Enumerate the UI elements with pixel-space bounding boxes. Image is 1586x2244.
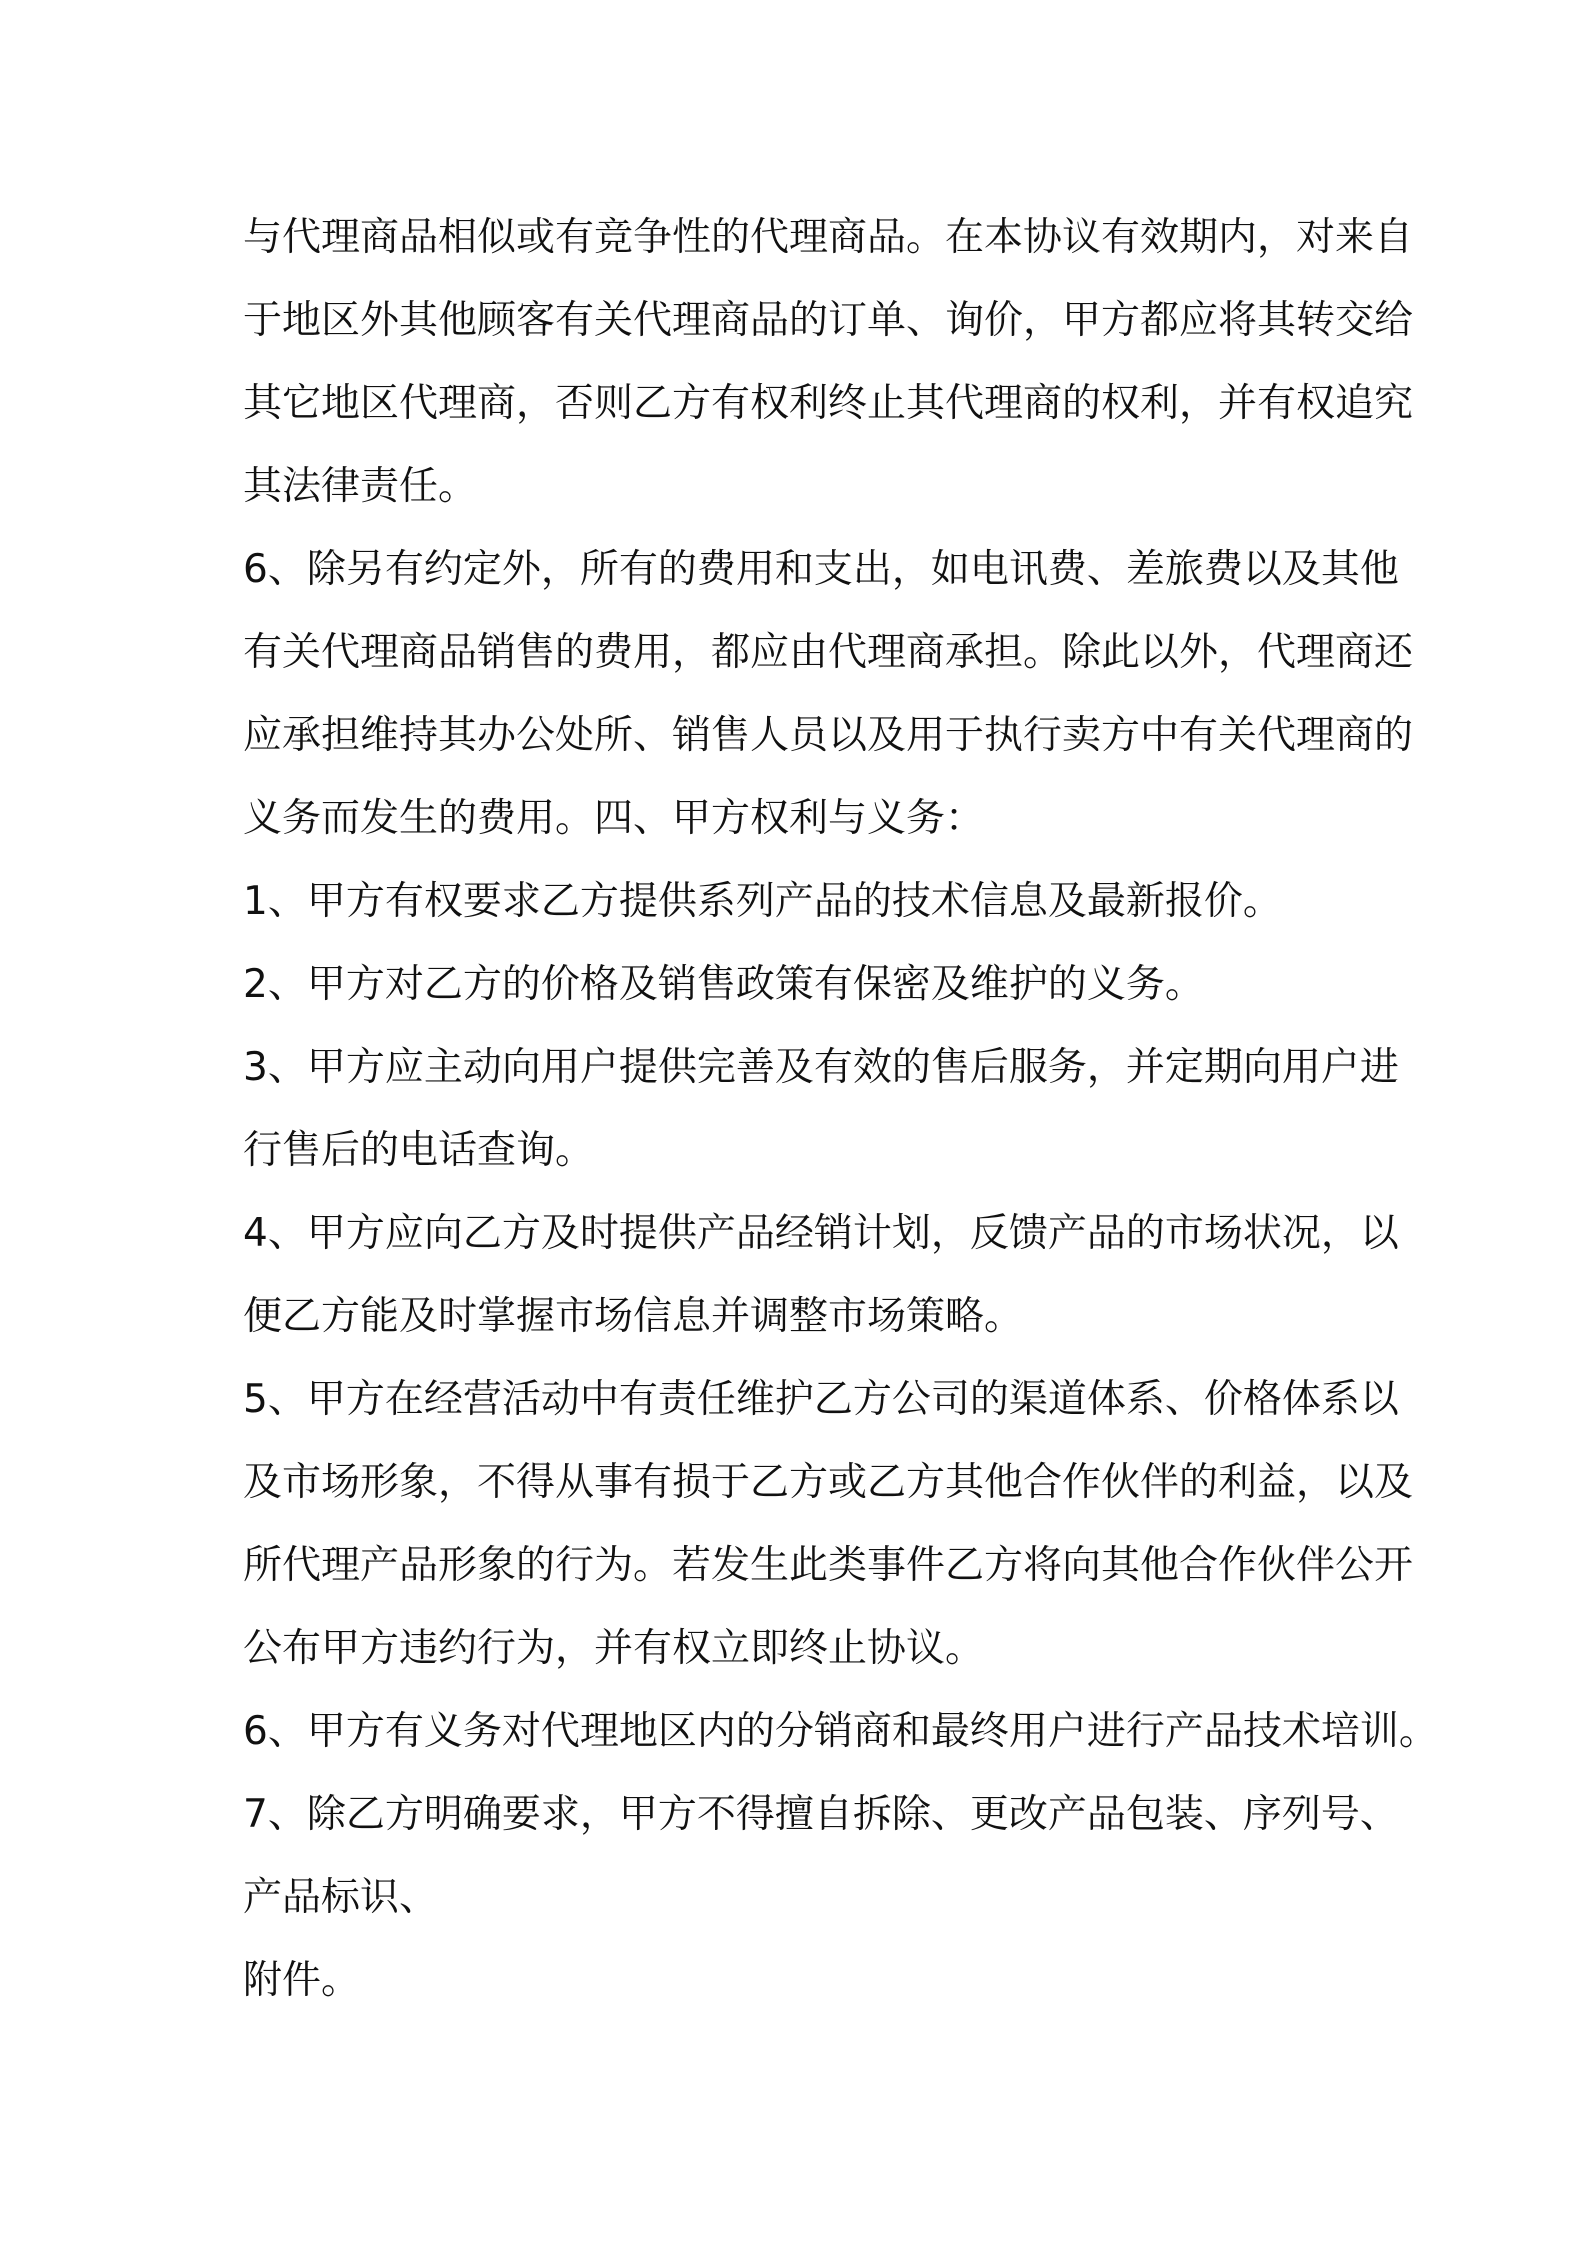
text-line: 及市场形象，不得从事有损于乙方或乙方其他合作伙伴的利益，以及 xyxy=(243,1460,1414,1505)
text-line: 其法律责任。 xyxy=(243,464,478,509)
text-line: 义务而发生的费用。四、甲方权利与义务： xyxy=(243,796,985,841)
text-line: 6、除另有约定外，所有的费用和支出，如电讯费、差旅费以及其他 xyxy=(243,547,1399,592)
text-line: 产品标识、 xyxy=(243,1875,439,1920)
text-line: 5、甲方在经营活动中有责任维护乙方公司的渠道体系、价格体系以 xyxy=(243,1377,1399,1422)
text-line: 7、除乙方明确要求，甲方不得擅自拆除、更改产品包装、序列号、 xyxy=(243,1792,1399,1837)
text-line: 便乙方能及时掌握市场信息并调整市场策略。 xyxy=(243,1294,1024,1339)
text-line: 于地区外其他顾客有关代理商品的订单、询价，甲方都应将其转交给 xyxy=(243,298,1414,343)
text-line: 2、甲方对乙方的价格及销售政策有保密及维护的义务。 xyxy=(243,962,1204,1007)
document-body xyxy=(243,196,1438,2022)
text-line: 公布甲方违约行为，并有权立即终止协议。 xyxy=(243,1626,985,1671)
text-line: 附件。 xyxy=(243,1958,361,2003)
text-line: 3、甲方应主动向用户提供完善及有效的售后服务，并定期向用户进 xyxy=(243,1045,1399,1090)
text-line: 行售后的电话查询。 xyxy=(243,1128,595,1173)
text-line: 有关代理商品销售的费用，都应由代理商承担。除此以外，代理商还 xyxy=(243,630,1414,675)
text-line: 所代理产品形象的行为。若发生此类事件乙方将向其他合作伙伴公开 xyxy=(243,1543,1414,1588)
text-line: 应承担维持其办公处所、销售人员以及用于执行卖方中有关代理商的 xyxy=(243,713,1414,758)
text-line: 与代理商品相似或有竞争性的代理商品。在本协议有效期内，对来自 xyxy=(243,215,1414,260)
text-line: 4、甲方应向乙方及时提供产品经销计划，反馈产品的市场状况，以 xyxy=(243,1211,1399,1256)
text-line: 其它地区代理商，否则乙方有权利终止其代理商的权利，并有权追究 xyxy=(243,381,1414,426)
text-line: 1、甲方有权要求乙方提供系列产品的技术信息及最新报价。 xyxy=(243,879,1282,924)
text-line: 6、甲方有义务对代理地区内的分销商和最终用户进行产品技术培训。 xyxy=(243,1709,1438,1754)
